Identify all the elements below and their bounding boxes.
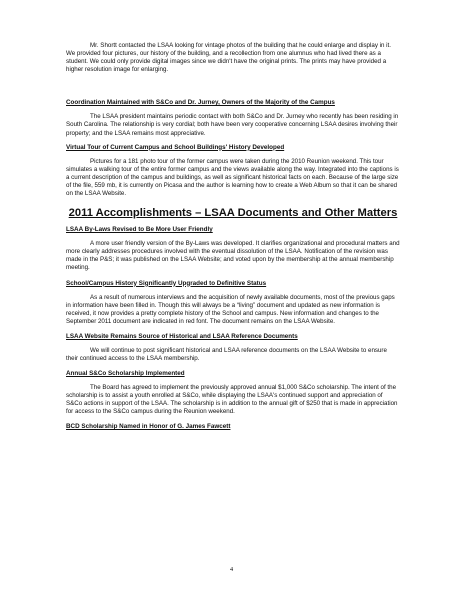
page-content xyxy=(66,42,400,431)
section-body-website: We will continue to post significant historical and LSAA reference documents on the LSAA Website to ensure their continued access to the LSAA membership. xyxy=(66,346,387,362)
page-number: 4 xyxy=(229,566,234,573)
section-body-coordination: The LSAA president maintains periodic contact with both S&Co and Dr. Jurney who recently has been residing in South Carolina. The relationship is very cordial; both have been very cooperative concerning LSAA desires involving their property; and the LSAA remains most appreciative. xyxy=(66,113,399,137)
section-body-bylaws: A more user friendly version of the By-Laws was developed. It clarifies organizational and procedural matters and more clearly addresses procedures involved with the eventual dissolution of the LSAA. Notification of the revision was made in the P&S; it was published on the LSAA Website; and voted upon by the membership at the annual membership meeting. xyxy=(66,240,400,272)
section-heading-scholarship: Annual S&Co Scholarship Implemented xyxy=(66,370,185,378)
section-heading-coordination: Coordination Maintained with S&Co and Dr. Jurney, Owners of the Majority of the Campus xyxy=(66,99,335,107)
section-heading-history: School/Campus History Significantly Upgraded to Definitive Status xyxy=(66,279,267,287)
section-heading-bcd-scholarship: BCD Scholarship Named in Honor of G. James Fawcett xyxy=(66,423,231,431)
section-body-scholarship: The Board has agreed to implement the previously approved annual $1,000 S&Co scholarship. The intent of the scholarship is to assist a youth enrolled at S&Co, while displaying the LSAA's continued support and appreciation of S&Co actions in support of the LSAA. The scholarship is in addition to the annual gift of $250 that is made in appreciation for access to the S&Co campus during the Reunion weekend. xyxy=(66,384,398,416)
section-body-virtual-tour: Pictures for a 181 photo tour of the former campus were taken during the 2010 Reunion weekend. This tour simulates a walking tour of the entire former campus and the views available along the way. Integrated into the captions is a current description of the campus and buildings, as well as significant historical facts on each. Because of the large size of the file, 559 mb, it is currently on Picasa and the author is learning how to create a Web Album so that it can be shared on the LSAA Website. xyxy=(66,157,399,198)
section-heading-bylaws: LSAA By-Laws Revised to Be More User Friendly xyxy=(66,226,213,234)
section-heading-website: LSAA Website Remains Source of Historical and LSAA Reference Documents xyxy=(66,332,298,340)
section-heading-virtual-tour: Virtual Tour of Current Campus and School Buildings' History Developed xyxy=(66,143,285,151)
section-body-history: As a result of numerous interviews and the acquisition of newly available documents, most of the previous gaps in information have been filled in. Though this will always be a “living” document and updated as new information is received, it now provides a pretty complete history of the School and campus. New information and changes to the September 2011 document are indicated in red font. The document remains on the LSAA Website. xyxy=(66,293,395,325)
intro-paragraph: Mr. Shortt contacted the LSAA looking for vintage photos of the building that he could enlarge and display in it. We provided four pictures, our history of the building, and a recollection from one alumnus who had lived there as a student. We could only provide digital images since we didn't have the original prints. The prints may have provided a higher resolution image for enlarging. xyxy=(66,42,391,74)
main-section-heading: 2011 Accomplishments – LSAA Documents and Other Matters xyxy=(68,207,398,220)
